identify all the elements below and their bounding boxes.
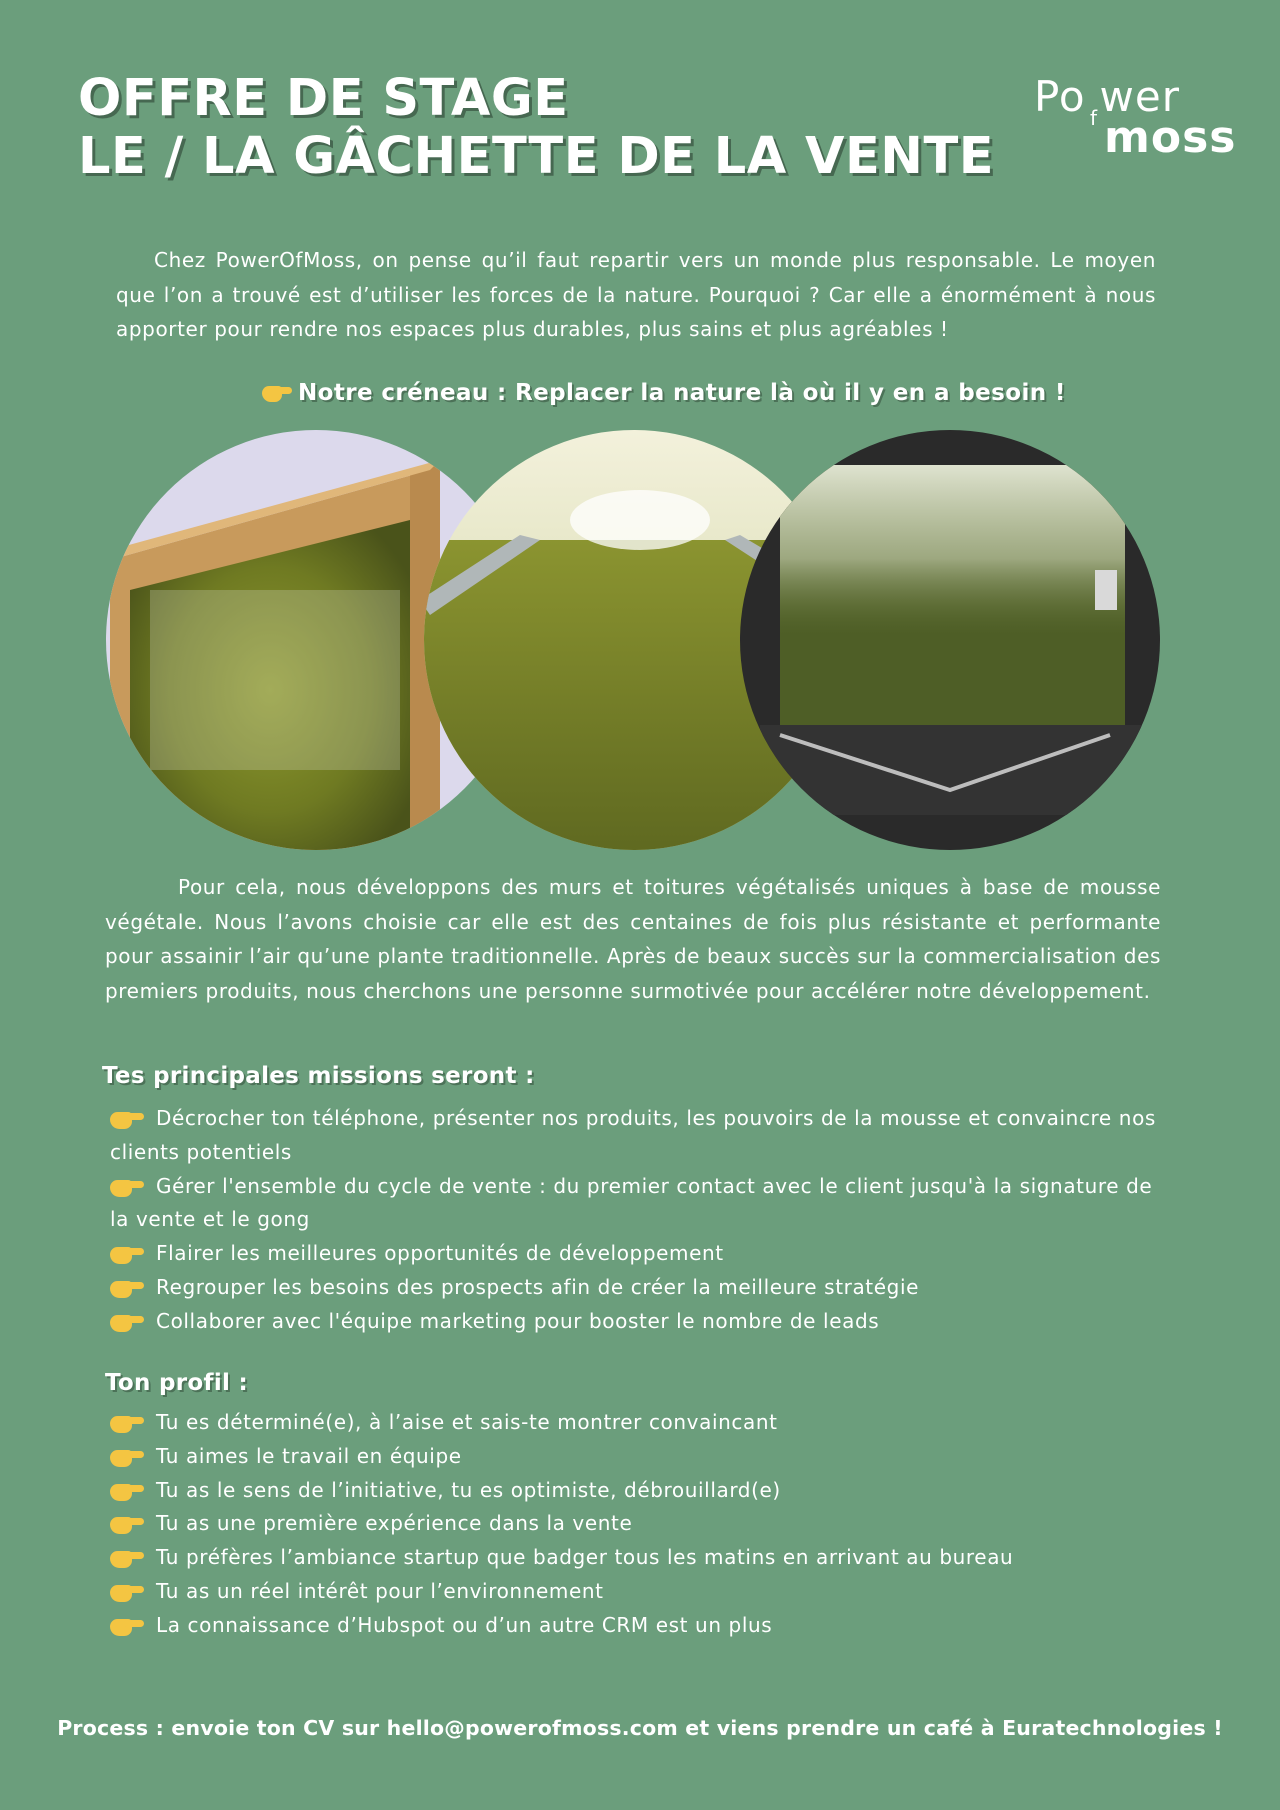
description-paragraph: Pour cela, nous développons des murs et toitures végétalisés uniques à base de mousse végétale. Nous l’avons choisie car elle est des centaines de fois plus résistante et performante pour assainir l’air qu’une plante traditionnelle. Après de beaux succès sur la commercialisation des premiers produits, nous cherchons une personne surmotivée pour accélérer notre développement. bbox=[105, 875, 1161, 1003]
pointing-hand-icon bbox=[110, 1512, 146, 1534]
moss-wall-wood-frame-photo bbox=[100, 420, 540, 860]
missions-title: Tes principales missions seront : bbox=[102, 1063, 535, 1089]
list-item: Tu as une première expérience dans la vente bbox=[110, 1507, 1190, 1541]
pointing-hand-icon bbox=[110, 1175, 146, 1197]
pointing-hand-icon bbox=[262, 381, 292, 403]
pointing-hand-icon bbox=[110, 1614, 146, 1636]
list-item: Collaborer avec l'équipe marketing pour booster le nombre de leads bbox=[110, 1305, 1170, 1339]
list-item: Regrouper les besoins des prospects afin de créer la meilleure stratégie bbox=[110, 1271, 1170, 1305]
list-item: La connaissance d’Hubspot ou d’un autre CRM est un plus bbox=[110, 1609, 1190, 1643]
pointing-hand-icon bbox=[110, 1479, 146, 1501]
profil-title: Ton profil : bbox=[105, 1370, 249, 1396]
logo-part-f: f bbox=[1090, 106, 1098, 130]
power-of-moss-logo bbox=[1030, 72, 1250, 162]
process-instructions: Process : envoie ton CV sur hello@powerofmoss.com et viens prendre un café à Euratechnologies ! bbox=[57, 1716, 1223, 1740]
title-line-2: LE / LA GÂCHETTE DE LA VENTE bbox=[78, 127, 995, 186]
list-item: Tu as le sens de l’initiative, tu es optimiste, débrouillard(e) bbox=[110, 1474, 1190, 1508]
list-item: Tu es déterminé(e), à l’aise et sais-te montrer convaincant bbox=[110, 1406, 1190, 1440]
list-item: Tu aimes le travail en équipe bbox=[110, 1440, 1190, 1474]
niche-statement bbox=[262, 380, 1066, 406]
list-item: Gérer l'ensemble du cycle de vente : du premier contact avec le client jusqu'à la signature de la vente et le gong bbox=[110, 1173, 1153, 1232]
list-item: Tu as un réel intérêt pour l’environnement bbox=[110, 1575, 1190, 1609]
logo-part-1: Po wer bbox=[1034, 72, 1180, 121]
intro-paragraph: Chez PowerOfMoss, on pense qu’il faut repartir vers un monde plus responsable. Le moyen que l’on a trouvé est d’utiliser les forces de la nature. Pourquoi ? Car elle a énormément à nous apporter pour rendre nos espaces plus durables, plus sains et plus agréables ! bbox=[116, 248, 1156, 341]
pointing-hand-icon bbox=[110, 1242, 146, 1264]
niche-text: Notre créneau : Replacer la nature là où il y en a besoin ! bbox=[298, 380, 1066, 406]
pointing-hand-icon bbox=[110, 1580, 146, 1602]
pointing-hand-icon bbox=[110, 1310, 146, 1332]
pointing-hand-icon bbox=[110, 1107, 146, 1129]
logo-part-moss: moss bbox=[1104, 112, 1237, 163]
title-line-1: OFFRE DE STAGE bbox=[78, 69, 569, 128]
pointing-hand-icon bbox=[110, 1546, 146, 1568]
moss-wall-dark-frame-photo bbox=[735, 420, 1165, 860]
list-item: Tu préfères l’ambiance startup que badger tous les matins en arrivant au bureau bbox=[110, 1541, 1190, 1575]
pointing-hand-icon bbox=[110, 1445, 146, 1467]
pointing-hand-icon bbox=[110, 1411, 146, 1433]
profil-list bbox=[110, 1406, 1190, 1643]
page-title bbox=[78, 70, 994, 186]
list-item: Flairer les meilleures opportunités de développement bbox=[110, 1237, 1170, 1271]
list-item: Décrocher ton téléphone, présenter nos produits, les pouvoirs de la mousse et convaincre nos clients potentiels bbox=[110, 1106, 1156, 1164]
pointing-hand-icon bbox=[110, 1276, 146, 1298]
moss-roof-photo bbox=[420, 420, 850, 860]
missions-list bbox=[110, 1102, 1170, 1339]
